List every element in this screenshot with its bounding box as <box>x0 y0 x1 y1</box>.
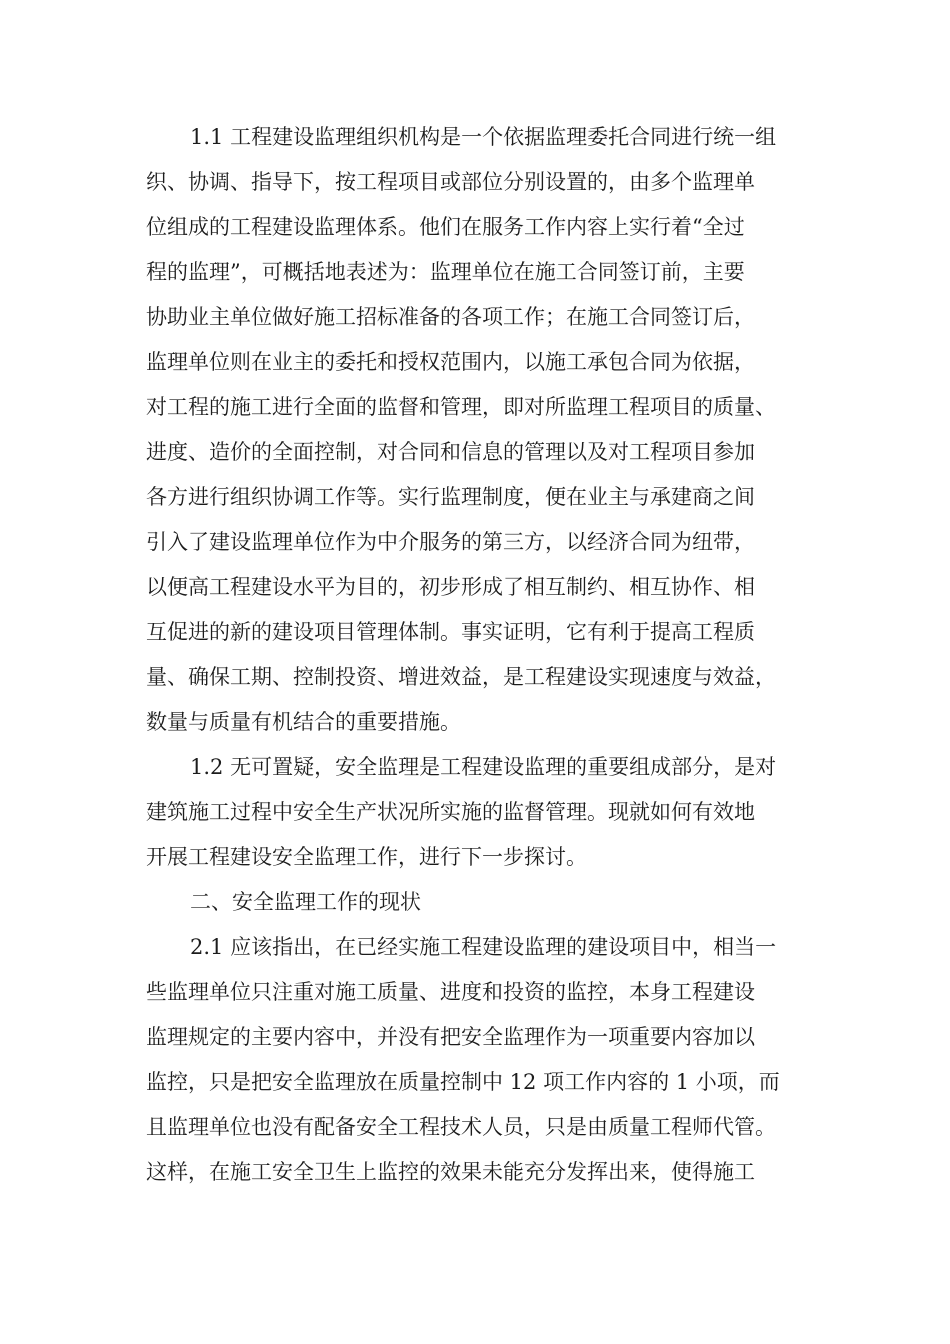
paragraph-1-1-line-6: 监理单位则在业主的委托和授权范围内，以施工承包合同为依据， <box>146 350 755 374</box>
paragraph-1-1-line-11: 以便高工程建设水平为目的，初步形成了相互制约、相互协作、相 <box>146 575 755 599</box>
paragraph-1-2-line-3: 开展工程建设安全监理工作，进行下一步探讨。 <box>146 845 587 869</box>
paragraph-1-2-line-2: 建筑施工过程中安全生产状况所实施的监督管理。现就如何有效地 <box>146 800 755 824</box>
paragraph-1-1-line-3: 位组成的工程建设监理体系。他们在服务工作内容上实行着“全过 <box>146 215 745 239</box>
paragraph-2-1-line-4: 监控，只是把安全监理放在质量控制中 12 项工作内容的 1 小项，而 <box>146 1070 780 1094</box>
paragraph-1-1-line-5: 协助业主单位做好施工招标准备的各项工作；在施工合同签订后， <box>146 305 755 329</box>
paragraph-2-1-line-3: 监理规定的主要内容中，并没有把安全监理作为一项重要内容加以 <box>146 1025 755 1049</box>
paragraph-1-2-line-1: 1.2 无可置疑，安全监理是工程建设监理的重要组成部分，是对 <box>190 755 777 779</box>
paragraph-1-1-line-14: 数量与质量有机结合的重要措施。 <box>146 710 461 734</box>
paragraph-1-1-line-8: 进度、造价的全面控制，对合同和信息的管理以及对工程项目参加 <box>146 440 755 464</box>
section-heading-2: 二、安全监理工作的现状 <box>190 890 421 914</box>
paragraph-1-1-line-9: 各方进行组织协调工作等。实行监理制度，便在业主与承建商之间 <box>146 485 755 509</box>
paragraph-1-1-line-10: 引入了建设监理单位作为中介服务的第三方，以经济合同为纽带， <box>146 530 755 554</box>
paragraph-1-1-line-13: 量、确保工期、控制投资、增进效益，是工程建设实现速度与效益， <box>146 665 776 689</box>
paragraph-1-1-line-1: 1.1 工程建设监理组织机构是一个依据监理委托合同进行统一组 <box>190 125 777 149</box>
paragraph-1-1-line-4: 程的监理”，可概括地表述为：监理单位在施工合同签订前，主要 <box>146 260 745 284</box>
paragraph-1-1-line-2: 织、协调、指导下，按工程项目或部位分别设置的，由多个监理单 <box>146 170 755 194</box>
paragraph-2-1-line-1: 2.1 应该指出，在已经实施工程建设监理的建设项目中，相当一 <box>190 935 777 959</box>
paragraph-2-1-line-2: 些监理单位只注重对施工质量、进度和投资的监控，本身工程建设 <box>146 980 755 1004</box>
paragraph-2-1-line-6: 这样，在施工安全卫生上监控的效果未能充分发挥出来，使得施工 <box>146 1160 755 1184</box>
paragraph-2-1-line-5: 且监理单位也没有配备安全工程技术人员，只是由质量工程师代管。 <box>146 1115 776 1139</box>
paragraph-1-1-line-12: 互促进的新的建设项目管理体制。事实证明，它有利于提高工程质 <box>146 620 755 644</box>
paragraph-1-1-line-7: 对工程的施工进行全面的监督和管理，即对所监理工程项目的质量、 <box>146 395 776 419</box>
